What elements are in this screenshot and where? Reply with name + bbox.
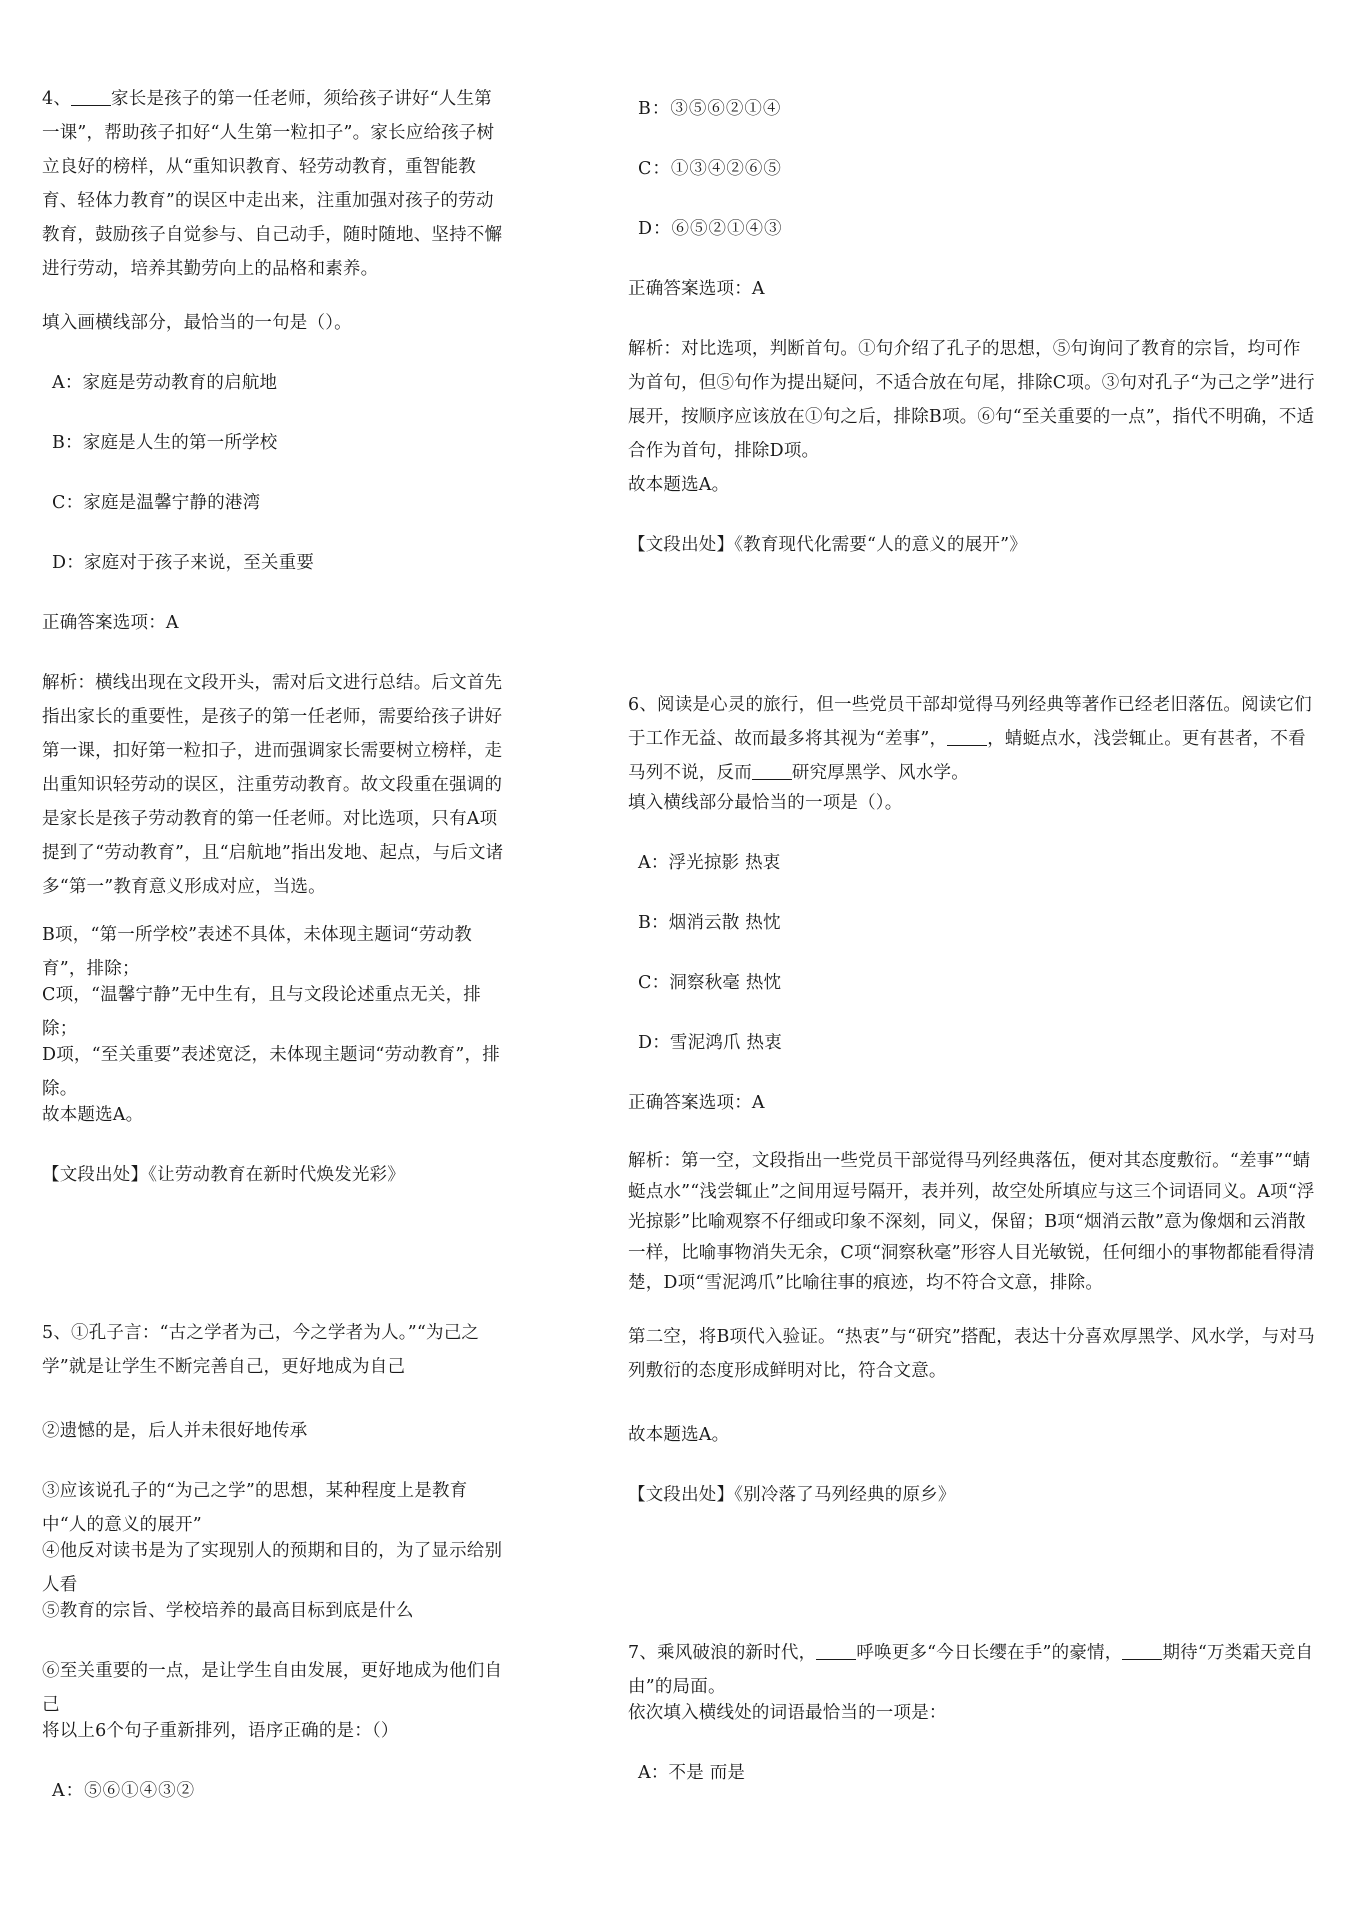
question-4-source: 【文段出处】《让劳动教育在新时代焕发光彩》 [42, 1165, 405, 1185]
question-6-stem [628, 688, 1318, 790]
question-5-option-d: D：⑥⑤②①④③ [638, 219, 783, 239]
fill-blank [1122, 1641, 1162, 1660]
question-4-option-a: A：家庭是劳动教育的启航地 [52, 373, 278, 393]
question-4-analysis-b: B项，“第一所学校”表述不具体，未体现主题词“劳动教育”，排除； [42, 925, 472, 979]
question-6-prompt: 填入横线部分最恰当的一项是（）。 [628, 793, 903, 813]
question-5-stem: 5、①孔子言：“古之学者为己，今之学者为人。”“为己之学”就是让学生不断完善自己，更好地成为自己 [42, 1323, 480, 1377]
question-text: 7、乘风破浪的新时代， [628, 1643, 817, 1663]
question-5-sentence-6: ⑥至关重要的一点，是让学生自由发展，更好地成为他们自己 [42, 1661, 503, 1715]
question-6-option-a: A：浮光掠影 热衷 [638, 853, 781, 873]
question-6-option-b: B：烟消云散 热忱 [638, 913, 781, 933]
question-6-answer: 正确答案选项：A [628, 1093, 765, 1113]
question-5-answer: 正确答案选项：A [628, 279, 765, 299]
question-5-sentence-4: ④他反对读书是为了实现别人的预期和目的，为了显示给别人看 [42, 1541, 503, 1595]
question-7-stem [628, 1636, 1318, 1704]
question-5-option-a: A：⑤⑥①④③② [52, 1781, 196, 1801]
question-4-analysis-c: C项，“温馨宁静”无中生有，且与文段论述重点无关，排除； [42, 985, 481, 1039]
question-5-option-c: C：①③④②⑥⑤ [638, 159, 782, 179]
question-5-conclusion: 故本题选A。 [628, 475, 730, 495]
question-4-option-d: D：家庭对于孩子来说，至关重要 [52, 553, 315, 573]
question-5-option-b: B：③⑤⑥②①④ [638, 99, 782, 119]
question-number: 4、 [42, 89, 72, 109]
question-6-conclusion: 故本题选A。 [628, 1425, 730, 1445]
question-text: 6、阅读是心灵的旅行，但一些党员干部却觉得马列经典等著作已经老旧落伍。阅读它们于工作无益、故而最多将其视为“差事”， [628, 695, 1312, 749]
question-text: 研究厚黑学、风水学。 [791, 763, 969, 783]
question-4-prompt: 填入画横线部分，最恰当的一句是（）。 [42, 313, 352, 333]
question-text: 家长是孩子的第一任老师，须给孩子讲好“人生第一课”，帮助孩子扣好“人生第一粒扣子”。家长应给孩子树立良好的榜样，从“重知识教育、轻劳动教育，重智能教育、轻体力教育”的误区中走出来，注重加强对孩子的劳动教育，鼓励孩子自觉参与、自己动手，随时随地、坚持不懈进行劳动，培养其勤劳向上的品格和素养。 [42, 89, 503, 279]
question-4-stem [42, 82, 507, 286]
question-7-option-a: A：不是 而是 [638, 1763, 746, 1783]
question-6-source: 【文段出处】《别冷落了马列经典的原乡》 [628, 1485, 956, 1505]
question-5-sentence-5: ⑤教育的宗旨、学校培养的最高目标到底是什么 [42, 1601, 414, 1621]
fill-blank [947, 727, 987, 746]
question-5-analysis: 解析：对比选项，判断首句。①句介绍了孔子的思想，⑤句询问了教育的宗旨，均可作为首句，但⑤句作为提出疑问，不适合放在句尾，排除C项。③句对孔子“为己之学”进行展开，按顺序应该放在①句之后，排除B项。⑥句“至关重要的一点”，指代不明确，不适合作为首句，排除D项。 [628, 339, 1315, 461]
question-text: ，蜻蜓点水，浅尝辄止。更有甚者，不看马列不说，反而 [628, 729, 1306, 783]
question-7-prompt: 依次填入横线处的词语最恰当的一项是： [628, 1703, 947, 1723]
question-4-answer: 正确答案选项：A [42, 613, 179, 633]
fill-blank [71, 87, 111, 106]
question-4-option-b: B：家庭是人生的第一所学校 [52, 433, 278, 453]
question-6-option-d: D：雪泥鸿爪 热衷 [638, 1033, 782, 1053]
question-text: 期待“万类霜天竞自由”的局面。 [628, 1643, 1314, 1697]
question-4-analysis-d: D项，“至关重要”表述宽泛，未体现主题词“劳动教育”，排除。 [42, 1045, 500, 1099]
question-4-option-c: C：家庭是温馨宁静的港湾 [52, 493, 261, 513]
question-4-conclusion: 故本题选A。 [42, 1105, 144, 1125]
question-5-sentence-2: ②遗憾的是，后人并未很好地传承 [42, 1421, 308, 1441]
question-5-prompt: 将以上6个句子重新排列，语序正确的是：（） [42, 1721, 399, 1741]
question-5-source: 【文段出处】《教育现代化需要“人的意义的展开”》 [628, 535, 1027, 555]
question-5-sentence-3: ③应该说孔子的“为己之学”的思想，某种程度上是教育中“人的意义的展开” [42, 1481, 468, 1535]
question-4-analysis: 解析：横线出现在文段开头，需对后文进行总结。后文首先指出家长的重要性，是孩子的第一任老师，需要给孩子讲好第一课，扣好第一粒扣子，进而强调家长需要树立榜样，走出重知识轻劳动的误区，注重劳动教育。故文段重在强调的是家长是孩子劳动教育的第一任老师。对比选项，只有A项提到了“劳动教育”，且“启航地”指出发地、起点，与后文诸多“第一”教育意义形成对应，当选。 [42, 673, 504, 897]
fill-blank [752, 761, 792, 780]
question-6-analysis-2: 第二空，将B项代入验证。“热衷”与“研究”搭配，表达十分喜欢厚黑学、风水学，与对马列敷衍的态度形成鲜明对比，符合文意。 [628, 1327, 1315, 1381]
question-text: 呼唤更多“今日长缨在手”的豪情， [856, 1643, 1123, 1663]
question-6-analysis-1: 解析：第一空，文段指出一些党员干部觉得马列经典落伍，便对其态度敷衍。“差事”“蜻蜓点水”“浅尝辄止”之间用逗号隔开，表并列，故空处所填应与这三个词语同义。A项“浮光掠影”比喻观察不仔细或印象不深刻，同义，保留；B项“烟消云散”意为像烟和云消散一样，比喻事物消失无余，C项“洞察秋毫”形容人目光敏锐，任何细小的事物都能看得清楚，D项“雪泥鸿爪”比喻往事的痕迹，均不符合文意，排除。 [628, 1151, 1315, 1293]
fill-blank [816, 1641, 856, 1660]
question-6-option-c: C：洞察秋毫 热忱 [638, 973, 782, 993]
